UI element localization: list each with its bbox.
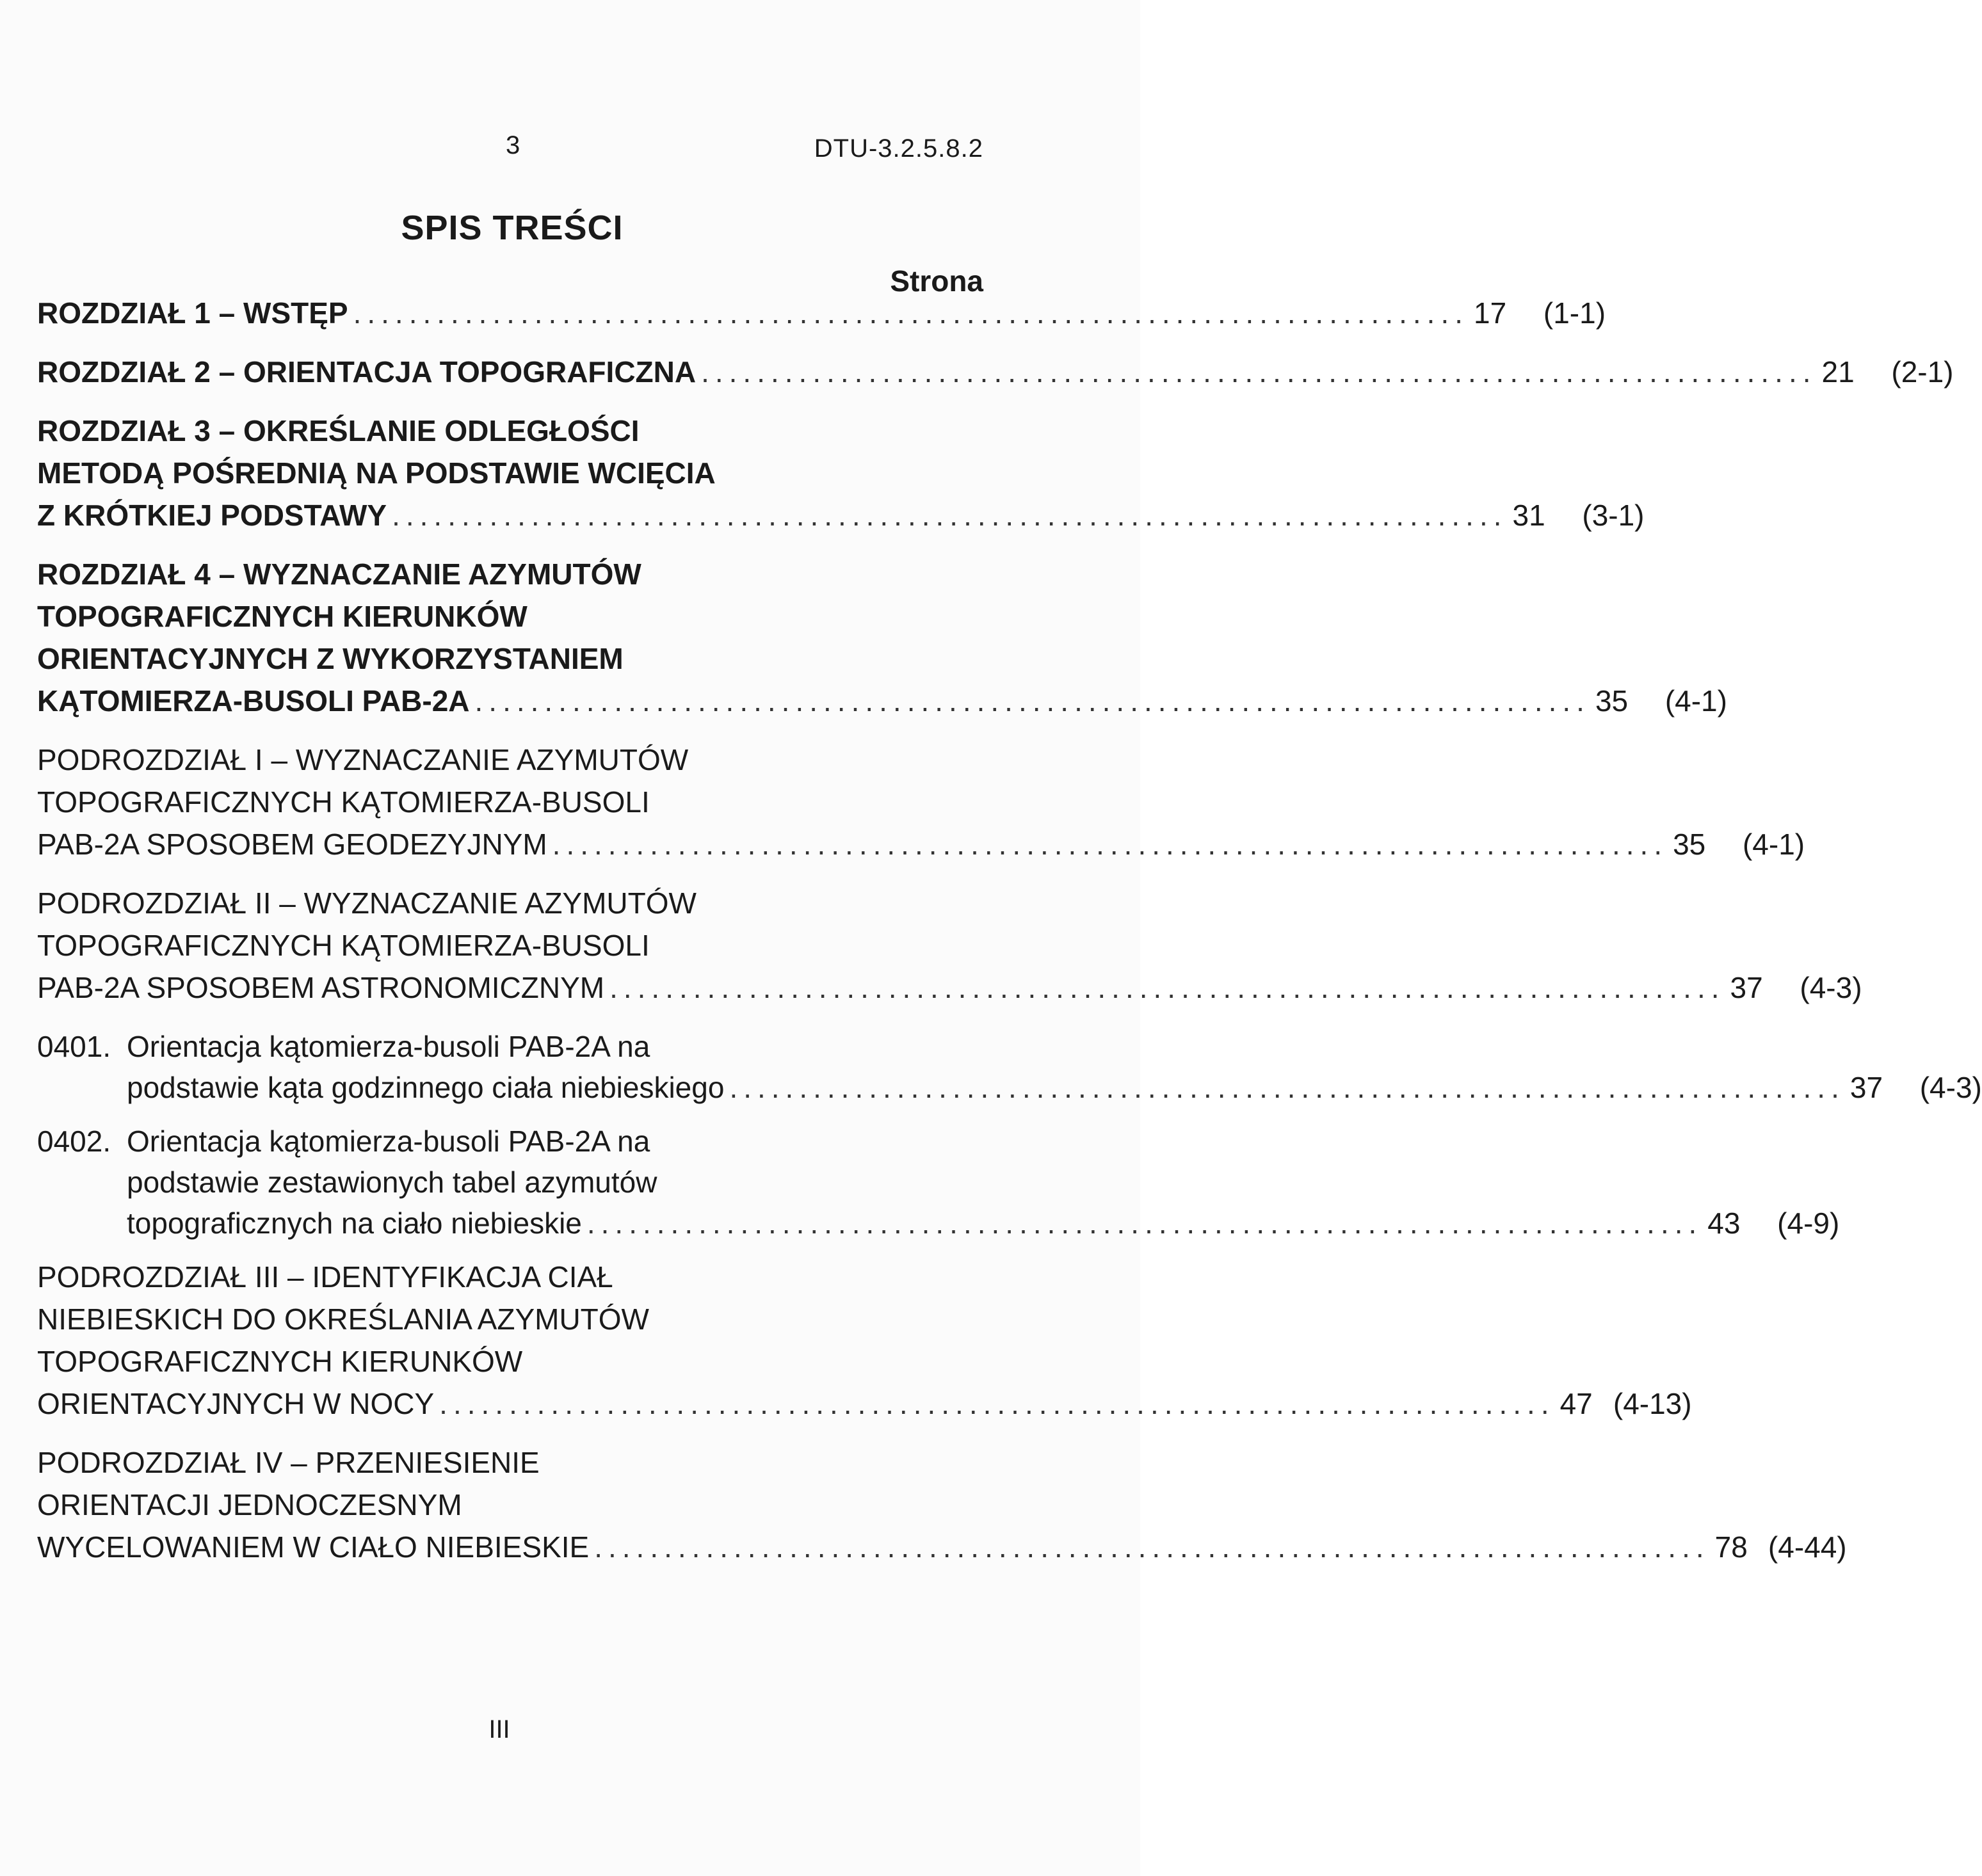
toc-page-number: 21	[1821, 355, 1855, 389]
toc-entry-text: PODROZDZIAŁ IV – PRZENIESIENIE	[37, 1446, 540, 1479]
toc-entry-text: TOPOGRAFICZNYCH KIERUNKÓW	[37, 1345, 523, 1378]
toc-entry	[37, 742, 1805, 869]
leader-dots: ................................................................................	[701, 355, 1817, 389]
toc-page-number: 78	[1714, 1530, 1748, 1564]
toc-subsection-number: 0401.	[37, 1030, 111, 1063]
toc-subsection-text: podstawie kąta godzinnego ciała niebieskiego	[127, 1071, 725, 1104]
toc-entry-line	[37, 1386, 1692, 1429]
toc-entry-line	[37, 456, 985, 498]
toc-entry-text: ORIENTACYJNYCH W NOCY	[37, 1387, 435, 1420]
toc-entry-text: PODROZDZIAŁ III – IDENTYFIKACJA CIAŁ	[37, 1260, 613, 1294]
toc-entry-text: Z KRÓTKIEJ PODSTAWY	[37, 499, 387, 532]
leader-dots: ................................................................................	[439, 1387, 1555, 1420]
page-title: SPIS TREŚCI	[401, 209, 624, 247]
toc-subsection	[37, 1124, 1840, 1247]
column-header-strona: Strona	[890, 264, 983, 298]
toc-entry-line	[37, 928, 985, 970]
toc-page-number: 17	[1474, 296, 1507, 330]
toc-entry	[37, 557, 1727, 726]
leader-dots: ................................................................................	[586, 1207, 1703, 1240]
toc-entry-text: TOPOGRAFICZNYCH KIERUNKÓW	[37, 600, 528, 633]
toc-entry-line	[37, 886, 985, 928]
leader-dots: ................................................................................	[594, 1530, 1710, 1564]
toc-entry-line	[37, 296, 1606, 338]
toc-entry-line	[37, 1445, 985, 1487]
toc-entry-text: ROZDZIAŁ 2 – ORIENTACJA TOPOGRAFICZNA	[37, 355, 697, 389]
toc-page-ref: (3-1)	[1582, 499, 1645, 532]
toc-subsection-line	[37, 1206, 1840, 1247]
toc-page-number: 37	[1730, 971, 1763, 1004]
header-doc-id: DTU-3.2.5.8.2	[814, 134, 983, 163]
toc-subsection-line	[37, 1029, 985, 1070]
toc-entry-line	[37, 413, 985, 456]
toc-entry	[37, 886, 1862, 1013]
toc-subsection-line	[37, 1165, 985, 1206]
toc-entry-line	[37, 355, 1954, 397]
toc-page-number: 43	[1707, 1207, 1741, 1240]
toc-entry	[37, 1260, 1692, 1429]
toc-entry	[37, 1445, 1847, 1572]
toc-entry	[37, 413, 1645, 540]
leader-dots: ................................................................................	[353, 296, 1469, 330]
toc-page-number: 37	[1849, 1071, 1883, 1104]
toc-entry-line	[37, 1344, 985, 1386]
toc-page-ref: (4-1)	[1664, 684, 1727, 718]
toc-entry-text: PAB-2A SPOSOBEM ASTRONOMICZNYM	[37, 971, 605, 1004]
toc-entry-line	[37, 1530, 1847, 1572]
toc-entry-text: PODROZDZIAŁ I – WYZNACZANIE AZYMUTÓW	[37, 743, 689, 776]
toc-entry-text: ROZDZIAŁ 3 – OKREŚLANIE ODLEGŁOŚCI	[37, 414, 640, 447]
toc-entry-line	[37, 827, 1805, 869]
header-page-number: 3	[506, 131, 520, 159]
toc-entry-line	[37, 641, 985, 684]
leader-dots: ................................................................................	[552, 828, 1668, 861]
leader-dots: ................................................................................	[392, 499, 1508, 532]
leader-dots: ................................................................................	[474, 684, 1590, 718]
toc-subsection	[37, 1029, 1982, 1111]
toc-entry-text: ROZDZIAŁ 4 – WYZNACZANIE AZYMUTÓW	[37, 557, 641, 591]
toc-page-ref: (4-44)	[1768, 1530, 1847, 1564]
toc-entry-line	[37, 970, 1862, 1013]
toc-subsection-line	[37, 1124, 985, 1165]
toc-entry-text: TOPOGRAFICZNYCH KĄTOMIERZA-BUSOLI	[37, 785, 650, 819]
toc-page-ref: (4-13)	[1613, 1387, 1692, 1420]
toc-entry-line	[37, 684, 1727, 726]
toc-entry-line	[37, 742, 985, 785]
table-of-contents	[37, 296, 1982, 1589]
toc-entry	[37, 296, 1606, 338]
toc-subsection-text: Orientacja kątomierza-busoli PAB-2A na	[127, 1125, 650, 1158]
toc-entry-line	[37, 498, 1645, 540]
toc-entry-text: ROZDZIAŁ 1 – WSTĘP	[37, 296, 348, 330]
toc-page-ref: (4-3)	[1919, 1071, 1982, 1104]
toc-entry-line	[37, 785, 985, 827]
toc-page-ref: (2-1)	[1891, 355, 1954, 389]
toc-page-number: 31	[1512, 499, 1545, 532]
leader-dots: ................................................................................	[609, 971, 1725, 1004]
toc-entry-text: ORIENTACYJNYCH Z WYKORZYSTANIEM	[37, 642, 624, 675]
toc-page-ref: (4-1)	[1742, 828, 1805, 861]
toc-entry-line	[37, 557, 985, 599]
toc-entry-line	[37, 1302, 985, 1344]
toc-subsection-number: 0402.	[37, 1125, 111, 1158]
toc-entry-line	[37, 1487, 985, 1530]
toc-entry-line	[37, 1260, 985, 1302]
toc-page-ref: (4-9)	[1777, 1207, 1840, 1240]
toc-subsection-text: podstawie zestawionych tabel azymutów	[127, 1166, 657, 1199]
toc-subsection-text: Orientacja kątomierza-busoli PAB-2A na	[127, 1030, 650, 1063]
footer-page-number: III	[488, 1715, 510, 1744]
toc-page-number: 35	[1595, 684, 1629, 718]
toc-entry-text: METODĄ POŚREDNIĄ NA PODSTAWIE WCIĘCIA	[37, 456, 716, 490]
toc-page-ref: (1-1)	[1543, 296, 1606, 330]
toc-subsection-text: topograficznych na ciało niebieskie	[127, 1207, 582, 1240]
toc-entry-text: PAB-2A SPOSOBEM GEODEZYJNYM	[37, 828, 547, 861]
toc-entry-text: NIEBIESKICH DO OKREŚLANIA AZYMUTÓW	[37, 1303, 649, 1336]
toc-entry-text: PODROZDZIAŁ II – WYZNACZANIE AZYMUTÓW	[37, 886, 697, 920]
toc-entry-text: KĄTOMIERZA-BUSOLI PAB-2A	[37, 684, 470, 718]
leader-dots: ................................................................................	[729, 1071, 1845, 1104]
toc-page-ref: (4-3)	[1800, 971, 1862, 1004]
toc-subsection-line	[37, 1070, 1982, 1111]
toc-page-number: 35	[1673, 828, 1706, 861]
toc-entry-text: TOPOGRAFICZNYCH KĄTOMIERZA-BUSOLI	[37, 929, 650, 962]
toc-entry-line	[37, 599, 985, 641]
toc-entry-text: WYCELOWANIEM W CIAŁO NIEBIESKIE	[37, 1530, 590, 1564]
toc-entry-text: ORIENTACJI JEDNOCZESNYM	[37, 1488, 462, 1521]
toc-entry	[37, 355, 1954, 397]
toc-page-number: 47	[1559, 1387, 1593, 1420]
